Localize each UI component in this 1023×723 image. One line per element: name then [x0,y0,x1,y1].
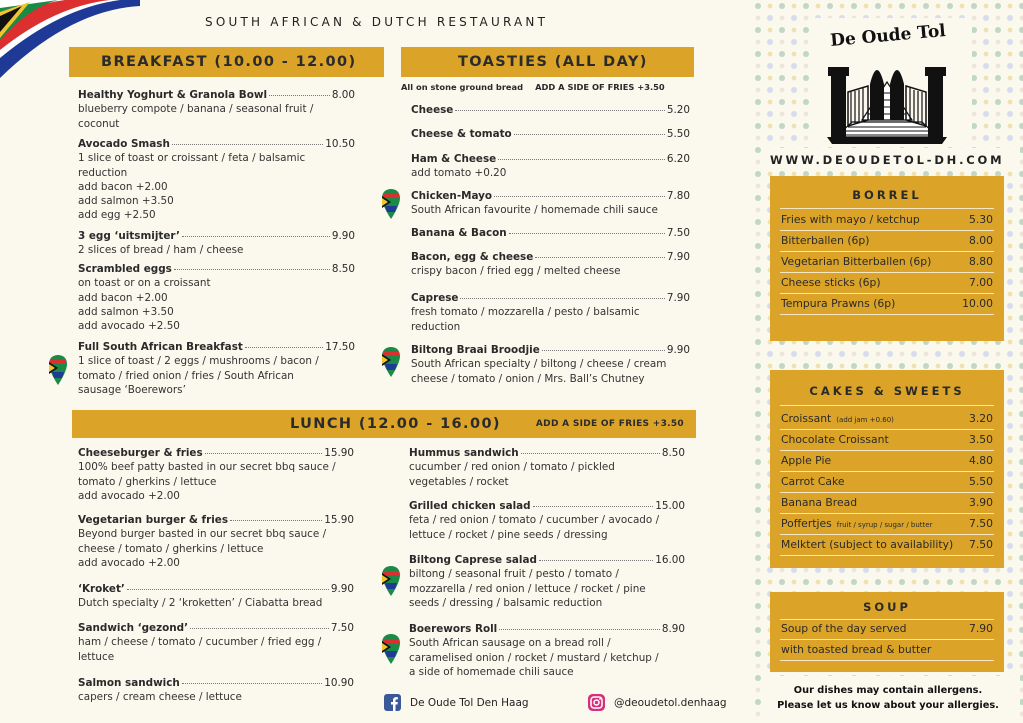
item-desc: add tomato +0.20 [411,167,507,180]
cakes-item-price: 3.20 [968,412,993,425]
item-name: Full South African Breakfast [78,341,243,353]
breakfast-title: BREAKFAST (10.00 - 12.00) [101,54,357,70]
item-desc: add egg +2.50 [78,209,156,222]
borrel-item [781,213,993,226]
item-desc: 1 slice of toast / 2 eggs / mushrooms / bacon / [78,355,319,368]
item-name: Cheese & tomato [411,128,512,140]
item-price: 8.50 [331,263,355,275]
item-desc: add salmon +3.50 [78,305,174,318]
item-desc: cheese / tomato / onion / Mrs. Ball’s Chutney [411,372,645,385]
facebook-handle: De Oude Tol Den Haag [410,696,529,709]
south-africa-flag-icon [48,354,68,386]
south-africa-flag-icon [381,188,401,220]
item-desc: capers / cream cheese / lettuce [78,691,242,704]
cakes-item-price: 7.50 [968,517,993,530]
lunch-banner [72,410,696,438]
brand-name: De Oude Tol [829,20,947,52]
borrel-box [770,176,1004,341]
item-desc: reduction [78,166,128,179]
menu-item [411,103,690,117]
item-desc: 1 slice of toast or croissant / feta / balsamic [78,152,306,165]
toasties-title: TOASTIES (ALL DAY) [458,54,648,70]
item-price: 5.50 [666,128,690,140]
cakes-item [781,454,993,467]
item-name: Salmon sandwich [78,677,180,689]
item-name: Hummus sandwich [409,447,519,459]
cakes-item-name: Croissant [781,412,832,425]
menu-item [78,676,354,705]
gate-logo-icon [822,52,952,144]
toasties-banner [401,47,694,77]
item-price: 17.50 [325,341,355,353]
soup-item [781,622,993,635]
cakes-item-price: 4.80 [968,454,993,467]
soup-line-2: with toasted bread & butter [781,643,932,656]
menu-item [78,621,354,664]
borrel-item-name: Vegetarian Bitterballen (6p) [781,255,932,268]
item-desc: fresh tomato / mozzarella / pesto / balsamic [411,306,640,319]
item-price: 16.00 [655,554,685,566]
borrel-item-price: 5.30 [968,213,993,226]
item-name: Avocado Smash [78,138,170,150]
cakes-item-name: Chocolate Croissant [781,433,889,446]
item-name: Bacon, egg & cheese [411,251,534,263]
lunch-title: LUNCH (12.00 - 16.00) [290,416,501,432]
item-desc: tomato / fried onion / fries / South African [78,369,294,382]
borrel-item-price: 8.80 [968,255,993,268]
lunch-fries-note: ADD A SIDE OF FRIES +3.50 [535,419,684,429]
soup-title: SOUP [863,600,911,614]
menu-item [411,343,690,386]
cakes-box [770,370,1004,568]
item-name: Chicken-Mayo [411,190,493,202]
item-name: Banana & Bacon [411,227,507,239]
item-price: 15.00 [655,500,685,512]
item-desc: add avocado +2.00 [78,489,180,502]
item-name: Grilled chicken salad [409,500,531,512]
menu-item [78,582,354,611]
item-desc: South African specialty / biltong / cheese / cream [411,358,667,371]
item-desc: reduction [411,320,461,333]
item-price: 15.90 [324,447,354,459]
item-desc: add bacon +2.00 [78,291,168,304]
item-price: 9.90 [330,583,354,595]
facebook-icon [384,694,401,711]
menu-item [409,499,685,542]
item-desc: on toast or on a croissant [78,277,211,290]
website-url[interactable]: WWW.DEOUDETOL-DH.COM [770,153,1005,167]
menu-item [409,446,685,489]
cakes-item-price: 3.50 [968,433,993,446]
item-name: ‘Kroket’ [78,583,125,595]
borrel-item-price: 7.00 [968,276,993,289]
item-price: 9.90 [331,230,355,242]
item-price: 8.90 [661,623,685,635]
cakes-item [781,475,993,488]
cakes-item-name: Melktert (subject to availability) [781,538,954,551]
item-desc: feta / red onion / tomato / cucumber / avocado / [409,514,660,527]
menu-item [78,513,354,570]
breakfast-banner [69,47,384,77]
allergen-line-2: Please let us know about your allergies. [777,700,999,711]
item-desc: biltong / seasonal fruit / pesto / tomato / [409,568,619,581]
item-desc: crispy bacon / fried egg / melted cheese [411,265,621,278]
item-name: Cheeseburger & fries [78,447,203,459]
item-name: Sandwich ‘gezond’ [78,622,189,634]
cakes-item-name: Banana Bread [781,496,858,509]
item-desc: vegetables / rocket [409,475,509,488]
soup-box [770,592,1004,672]
toasties-subtitle-left: All on stone ground bread [401,82,524,92]
item-price: 7.90 [666,292,690,304]
toasties-subtitle-right: ADD A SIDE OF FRIES +3.50 [535,82,665,92]
item-price: 15.90 [324,514,354,526]
instagram-link[interactable] [588,694,727,711]
borrel-item-price: 10.00 [962,297,993,310]
item-name: 3 egg ‘uitsmijter’ [78,230,180,242]
south-africa-flag-icon [381,565,401,597]
cakes-title: CAKES & SWEETS [809,384,965,398]
item-name: Ham & Cheese [411,153,497,165]
toasties-subtitle [401,82,694,92]
menu-item [411,152,690,181]
cakes-item [781,433,993,446]
cakes-item-note: fruit / syrup / sugar / butter [836,521,933,529]
menu-item [78,446,354,503]
item-desc: tomato / gherkins / lettuce [78,475,217,488]
cakes-item [781,496,993,509]
menu-item [78,340,355,397]
item-price: 7.80 [666,190,690,202]
cakes-item [781,538,993,551]
borrel-item-price: 8.00 [968,234,993,247]
item-name: Healthy Yoghurt & Granola Bowl [78,89,268,101]
menu-item [411,189,690,218]
item-desc: 100% beef patty basted in our secret bbq sauce / [78,461,336,474]
item-desc: add avocado +2.00 [78,556,180,569]
menu-item [411,226,690,240]
borrel-item [781,234,993,247]
item-desc: mozzarella / red onion / lettuce / rocket / pine [409,582,646,595]
cakes-item-name: Carrot Cake [781,475,845,488]
item-name: Boerewors Roll [409,623,498,635]
item-price: 6.20 [666,153,690,165]
borrel-item [781,297,993,310]
soup-line-1: Soup of the day served [781,622,907,635]
cakes-item-price: 5.50 [968,475,993,488]
item-price: 7.50 [330,622,354,634]
item-desc: seeds / dressing / balsamic reduction [409,596,603,609]
item-price: 7.50 [666,227,690,239]
item-desc: add bacon +2.00 [78,180,168,193]
item-price: 10.50 [325,138,355,150]
borrel-item-name: Tempura Prawns (6p) [781,297,896,310]
item-desc: add avocado +2.50 [78,320,180,333]
menu-item [411,127,690,141]
item-price: 9.90 [666,344,690,356]
soup-item [781,643,993,656]
facebook-link[interactable] [384,694,529,711]
menu-item [78,137,355,223]
item-price: 10.90 [324,677,354,689]
item-desc: Dutch specialty / 2 ‘kroketten’ / Ciabatta bread [78,597,323,610]
menu-item [409,622,685,679]
borrel-item-name: Fries with mayo / ketchup [781,213,920,226]
borrel-title: BORREL [852,188,922,202]
cakes-item-note: (add jam +0.60) [836,416,894,424]
menu-item [409,553,685,610]
instagram-icon [588,694,605,711]
cakes-item [781,517,993,530]
south-africa-flag-icon [381,346,401,378]
item-desc: South African favourite / homemade chili sauce [411,204,658,217]
item-desc: cheese / tomato / gherkins / lettuce [78,542,264,555]
item-desc: sausage ‘Boerewors’ [78,383,186,396]
item-price: 8.00 [331,89,355,101]
item-desc: ham / cheese / tomato / cucumber / fried egg / [78,636,322,649]
item-desc: caramelised onion / rocket / mustard / ketchup / [409,651,659,664]
borrel-item-name: Cheese sticks (6p) [781,276,881,289]
item-desc: lettuce / rocket / pine seeds / dressing [409,528,608,541]
menu-item [411,291,690,334]
cakes-item-name: Poffertjes [781,517,832,530]
item-price: 5.20 [666,104,690,116]
cakes-item-price: 3.90 [968,496,993,509]
menu-item [411,250,690,279]
allergen-notice [760,683,1016,713]
item-name: Cheese [411,104,454,116]
item-name: Scrambled eggs [78,263,172,275]
borrel-item-name: Bitterballen (6p) [781,234,870,247]
item-name: Caprese [411,292,459,304]
item-desc: blueberry compote / banana / seasonal fruit / [78,103,314,116]
item-price: 7.90 [666,251,690,263]
cakes-item-name: Apple Pie [781,454,832,467]
item-desc: cucumber / red onion / tomato / pickled [409,461,615,474]
item-desc: lettuce [78,650,115,663]
menu-item [78,262,355,333]
allergen-line-1: Our dishes may contain allergens. [793,685,983,696]
item-desc: 2 slices of bread / ham / cheese [78,244,244,257]
cakes-item [781,412,993,425]
borrel-item [781,276,993,289]
item-price: 8.50 [661,447,685,459]
instagram-handle: @deoudetol.denhaag [614,696,727,709]
item-name: Vegetarian burger & fries [78,514,228,526]
cakes-item-price: 7.50 [968,538,993,551]
item-name: Biltong Caprese salad [409,554,537,566]
item-name: Biltong Braai Broodjie [411,344,540,356]
borrel-item [781,255,993,268]
soup-price: 7.90 [968,622,993,635]
south-africa-flag-icon [381,633,401,665]
menu-item [78,88,355,131]
menu-item [78,229,355,258]
item-desc: coconut [78,117,120,130]
item-desc: South African sausage on a bread roll / [409,637,611,650]
item-desc: add salmon +3.50 [78,195,174,208]
item-desc: Beyond burger basted in our secret bbq sauce / [78,528,327,541]
restaurant-header: SOUTH AFRICAN & DUTCH RESTAURANT [205,15,549,29]
item-desc: a side of homemade chili sauce [409,665,574,678]
